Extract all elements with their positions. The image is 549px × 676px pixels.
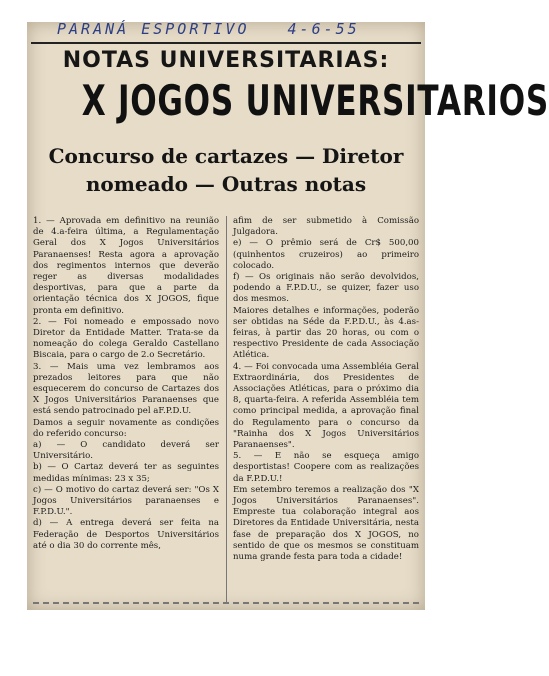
handwritten-date: 4-6-55	[287, 20, 360, 38]
condition-c: c) — O motivo do cartaz deverá ser: "Os X Jogos Universitários paranaenses e F.P.D.U.".	[33, 484, 219, 518]
handwritten-source: PARANÁ ESPORTIVO	[57, 20, 250, 38]
subheadline: Concurso de cartazes — Diretor nomeado — Outras notas	[48, 144, 404, 196]
headline-main: X JOGOS UNIVERSITARIOS	[81, 76, 549, 125]
condition-a: a) — O candidato deverá ser Universitário.	[33, 440, 219, 462]
condition-f: f) — Os originais não serão devolvidos, podendo a F.P.D.U., se quizer, fazer uso dos mesmos.	[233, 272, 419, 305]
paragraph-5: 5. — E não se esqueça amigo desportistas! Coopere com as realizações da F.P.D.U.!	[233, 451, 419, 484]
handwritten-annotation	[57, 20, 417, 38]
condition-e: e) — O prêmio será de Cr$ 500,00 (quinhentos cruzeiros) ao primeiro colocado.	[233, 238, 419, 271]
condition-d: d) — A entrega deverá ser feita na Federação de Desportos Universitários até o dia 30 do corrente mês,	[33, 518, 219, 551]
paragraph-4: 4. — Foi convocada uma Assembléia Geral Extraordinária, dos Presidentes de Associações Atléticas, para o próximo dia 8, quarta-feira. A referida Assembléia tem como principal medida, a aprovação final do Regulamento para o concurso da "Rainha dos X Jogos Universitários Paranaenses".	[233, 361, 419, 451]
condition-d-cont: afim de ser submetido à Comissão Julgadora.	[233, 216, 419, 238]
paragraph-3: 3. — Mais uma vez lembramos aos prezados leitores para que não esquecerem do concurso de Cartazes dos X Jogos Universitários Paranaenses que está sendo patrocinado pel aF.P.D.U.	[33, 361, 219, 417]
headline-section: NOTAS UNIVERSITARIAS:	[62, 48, 390, 73]
column-divider	[226, 216, 227, 604]
right-column	[233, 216, 419, 604]
top-rule	[31, 42, 421, 44]
paragraph-details: Maiores detalhes e informações, poderão ser obtidas na Séde da F.P.D.U., às 4.as-feiras, à partir das 20 horas, ou com o respectivo Presidente de cada Associação Atlética.	[233, 305, 419, 361]
bottom-rule	[33, 602, 419, 604]
condition-b: b) — O Cartaz deverá ter as seguintes medidas mínimas: 23 x 35;	[33, 462, 219, 484]
paragraph-2: 2. — Foi nomeado e empossado novo Diretor da Entidade Matter. Trata-se da nomeação do colega Geraldo Castellano Biscaia, para o cargo de 2.o Secretário.	[33, 316, 219, 361]
article-body	[33, 216, 419, 604]
left-column	[33, 216, 219, 604]
paragraph-september: Em setembro teremos a realização dos "X Jogos Universitários Paranaenses". Empreste tua colaboração integral aos Diretores da Entidade Universitária, nesta fase de preparação dos X JOGOS, no sentido de que os mesmos se constituam numa grande festa para toda a cidade!	[233, 484, 419, 563]
newspaper-clipping	[27, 20, 549, 610]
paragraph-conditions: Damos a seguir novamente as condições do referido concurso:	[33, 417, 219, 439]
paragraph-1: 1. — Aprovada em definitivo na reunião de 4.a-feira última, a Regulamentação Geral dos X Jogos Universitários Paranaenses! Resta agora a aprovação dos regimentos internos que deverão reger as diversas modalidades desportivas, para que a parte da orientação técnica dos X JOGOS, fique pronta em definitivo.	[33, 216, 219, 316]
